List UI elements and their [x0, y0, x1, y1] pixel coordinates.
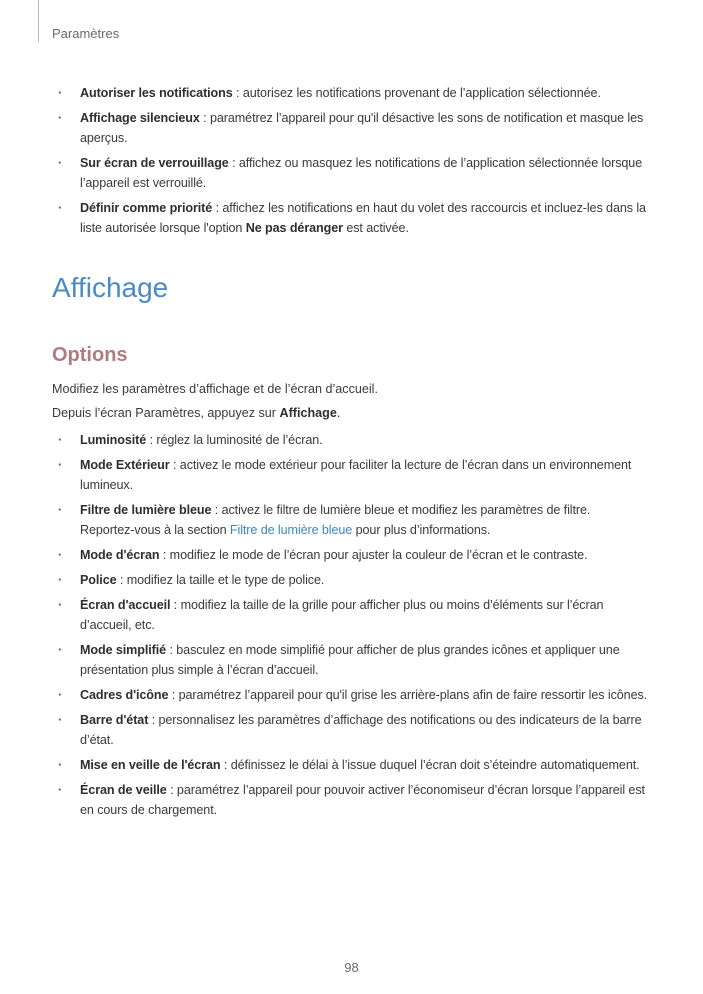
list-item [52, 710, 648, 750]
list-item [52, 545, 648, 565]
item-term: Autoriser les notifications [80, 86, 233, 100]
item-term: Police [80, 573, 117, 587]
item-text: : affichez ou masquez les notifications de l’application sélectionnée lorsque l’appareil est verrouillé. [80, 156, 643, 190]
item-text: : modifiez la taille de la grille pour afficher plus ou moins d’éléments sur l’écran d’accueil, etc. [80, 598, 604, 632]
item-text: : modifiez le mode de l’écran pour ajuster la couleur de l’écran et le contraste. [159, 548, 588, 562]
list-item [52, 455, 648, 495]
intro-term: Affichage [279, 406, 337, 420]
item-text: : activez le filtre de lumière bleue et modifiez les paramètres de filtre. Reportez-vous à la section [80, 503, 591, 537]
item-term: Écran d'accueil [80, 598, 171, 612]
blue-light-filter-link[interactable]: Filtre de lumière bleue [229, 523, 353, 537]
list-item [52, 198, 648, 238]
item-text: : paramétrez l’appareil pour pouvoir activer l’économiseur d’écran lorsque l’appareil est en cours de chargement. [80, 783, 645, 817]
item-text: : affichez les notifications en haut du volet des raccourcis et incluez-les dans la liste autorisée lorsque l'option [80, 201, 646, 235]
list-item [52, 685, 648, 705]
intro-line-1: Modifiez les paramètres d’affichage et de l’écran d’accueil. [52, 382, 378, 396]
list-item [52, 595, 648, 635]
item-text: : paramétrez l’appareil pour qu'il grise les arrière-plans afin de faire ressortir les icônes. [168, 688, 648, 702]
display-options-list [52, 430, 648, 825]
item-text-secondary: pour plus d’informations. [352, 523, 491, 537]
item-text: : personnalisez les paramètres d’affichage des notifications ou des indicateurs de la barre d’état. [80, 713, 642, 747]
item-text: : autorisez les notifications provenant de l’application sélectionnée. [232, 86, 601, 100]
header-divider [38, 0, 39, 42]
intro-line-2 [52, 403, 652, 423]
item-term-secondary: Ne pas déranger [245, 221, 343, 235]
item-term: Mode d'écran [80, 548, 160, 562]
item-term: Affichage silencieux [80, 111, 200, 125]
list-item [52, 780, 648, 820]
item-term: Filtre de lumière bleue [80, 503, 212, 517]
item-term: Barre d'état [80, 713, 149, 727]
item-text: : activez le mode extérieur pour faciliter la lecture de l’écran dans un environnement lumineux. [80, 458, 632, 492]
item-text: : paramétrez l’appareil pour qu'il désactive les sons de notification et masque les aperçus. [80, 111, 644, 145]
header-title: Paramètres [52, 26, 120, 41]
item-text: : définissez le délai à l’issue duquel l’écran doit s’éteindre automatiquement. [220, 758, 640, 772]
item-term: Cadres d'icône [80, 688, 169, 702]
item-term: Luminosité [80, 433, 147, 447]
item-term: Mode Extérieur [80, 458, 170, 472]
item-text: : réglez la luminosité de l’écran. [146, 433, 323, 447]
intro-text-end: . [336, 406, 341, 420]
list-item [52, 640, 648, 680]
list-item [52, 500, 648, 540]
list-item [52, 570, 648, 590]
section-title: Affichage [52, 272, 169, 303]
item-text-secondary: est activée. [342, 221, 409, 235]
item-term: Définir comme priorité [80, 201, 213, 215]
subsection-title: Options [52, 344, 128, 366]
item-term: Écran de veille [80, 783, 167, 797]
page-number: 98 [344, 960, 359, 975]
item-term: Mise en veille de l'écran [80, 758, 221, 772]
item-text: : modifiez la taille et le type de police. [116, 573, 325, 587]
list-item [52, 108, 648, 148]
intro-text: Depuis l’écran Paramètres, appuyez sur [52, 406, 280, 420]
item-term: Sur écran de verrouillage [80, 156, 229, 170]
item-term: Mode simplifié [80, 643, 167, 657]
item-text: : basculez en mode simplifié pour afficher de plus grandes icônes et appliquer une présentation plus simple à l’écran d’accueil. [80, 643, 620, 677]
list-item [52, 755, 648, 775]
list-item [52, 83, 648, 103]
notification-options-list [52, 83, 648, 243]
list-item [52, 430, 648, 450]
list-item [52, 153, 648, 193]
